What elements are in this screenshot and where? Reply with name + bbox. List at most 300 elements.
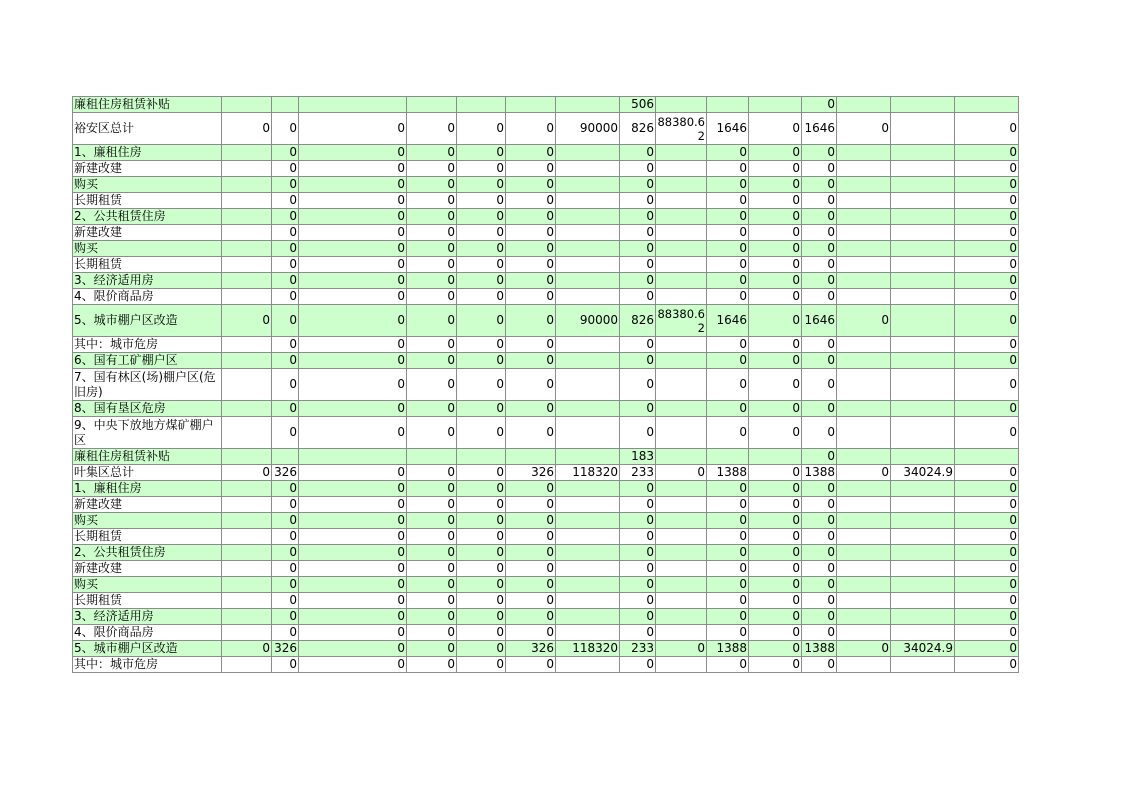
table-cell[interactable]: 0 xyxy=(749,513,802,529)
table-cell[interactable]: 0 xyxy=(707,241,749,257)
table-cell[interactable]: 0 xyxy=(272,193,299,209)
table-cell[interactable]: 0 xyxy=(749,417,802,449)
table-cell[interactable] xyxy=(837,209,891,225)
table-cell[interactable] xyxy=(656,241,707,257)
table-cell[interactable] xyxy=(222,337,272,353)
table-cell[interactable]: 0 xyxy=(299,145,407,161)
table-cell[interactable]: 0 xyxy=(802,257,837,273)
table-cell[interactable]: 0 xyxy=(506,609,556,625)
row-label-cell[interactable]: 4、限价商品房 xyxy=(73,625,222,641)
table-cell[interactable]: 0 xyxy=(506,497,556,513)
table-cell[interactable] xyxy=(556,273,620,289)
table-cell[interactable] xyxy=(656,161,707,177)
table-cell[interactable]: 0 xyxy=(802,657,837,673)
table-cell[interactable]: 0 xyxy=(506,353,556,369)
row-label-cell[interactable]: 购买 xyxy=(73,177,222,193)
table-cell[interactable]: 0 xyxy=(802,561,837,577)
table-cell[interactable] xyxy=(749,97,802,113)
table-cell[interactable] xyxy=(891,241,955,257)
table-cell[interactable] xyxy=(656,593,707,609)
table-cell[interactable]: 0 xyxy=(506,593,556,609)
table-cell[interactable]: 0 xyxy=(506,305,556,337)
table-cell[interactable]: 0 xyxy=(299,161,407,177)
table-cell[interactable] xyxy=(556,241,620,257)
table-cell[interactable] xyxy=(556,145,620,161)
table-cell[interactable]: 0 xyxy=(506,529,556,545)
table-cell[interactable]: 0 xyxy=(955,593,1019,609)
table-cell[interactable] xyxy=(222,497,272,513)
table-cell[interactable] xyxy=(222,161,272,177)
table-cell[interactable]: 0 xyxy=(620,353,656,369)
table-cell[interactable]: 34024.9 xyxy=(891,465,955,481)
table-cell[interactable]: 0 xyxy=(272,257,299,273)
row-label-cell[interactable]: 长期租赁 xyxy=(73,257,222,273)
table-cell[interactable] xyxy=(891,113,955,145)
table-cell[interactable]: 0 xyxy=(457,353,506,369)
row-label-cell[interactable]: 1、廉租住房 xyxy=(73,145,222,161)
table-cell[interactable] xyxy=(556,177,620,193)
table-cell[interactable]: 0 xyxy=(457,609,506,625)
table-cell[interactable] xyxy=(656,417,707,449)
table-cell[interactable]: 0 xyxy=(272,417,299,449)
table-cell[interactable] xyxy=(407,97,457,113)
table-cell[interactable] xyxy=(556,369,620,401)
table-cell[interactable]: 0 xyxy=(802,209,837,225)
table-cell[interactable]: 0 xyxy=(955,353,1019,369)
table-cell[interactable] xyxy=(837,193,891,209)
table-cell[interactable]: 0 xyxy=(457,273,506,289)
table-cell[interactable]: 0 xyxy=(802,529,837,545)
table-cell[interactable]: 0 xyxy=(407,545,457,561)
table-cell[interactable] xyxy=(837,545,891,561)
table-cell[interactable]: 0 xyxy=(506,225,556,241)
table-cell[interactable]: 0 xyxy=(707,481,749,497)
table-cell[interactable] xyxy=(556,657,620,673)
table-cell[interactable] xyxy=(222,225,272,241)
table-cell[interactable]: 0 xyxy=(749,465,802,481)
table-cell[interactable] xyxy=(891,289,955,305)
row-label-cell[interactable]: 3、经济适用房 xyxy=(73,609,222,625)
table-cell[interactable] xyxy=(837,145,891,161)
table-cell[interactable]: 0 xyxy=(299,577,407,593)
table-cell[interactable]: 0 xyxy=(620,273,656,289)
table-cell[interactable]: 0 xyxy=(457,337,506,353)
table-cell[interactable]: 0 xyxy=(749,353,802,369)
row-label-cell[interactable]: 新建改建 xyxy=(73,225,222,241)
table-cell[interactable]: 0 xyxy=(749,545,802,561)
table-cell[interactable]: 0 xyxy=(299,513,407,529)
table-cell[interactable] xyxy=(556,225,620,241)
table-cell[interactable]: 0 xyxy=(407,529,457,545)
table-cell[interactable]: 0 xyxy=(222,305,272,337)
table-cell[interactable]: 0 xyxy=(802,289,837,305)
table-cell[interactable]: 0 xyxy=(749,241,802,257)
table-cell[interactable]: 0 xyxy=(620,657,656,673)
table-cell[interactable]: 118320 xyxy=(556,641,620,657)
row-label-cell[interactable]: 购买 xyxy=(73,577,222,593)
row-label-cell[interactable]: 购买 xyxy=(73,513,222,529)
row-label-cell[interactable]: 5、城市棚户区改造 xyxy=(73,641,222,657)
table-cell[interactable]: 0 xyxy=(707,593,749,609)
table-cell[interactable]: 0 xyxy=(407,225,457,241)
table-cell[interactable]: 0 xyxy=(620,401,656,417)
table-cell[interactable]: 0 xyxy=(707,337,749,353)
table-cell[interactable] xyxy=(891,449,955,465)
table-cell[interactable]: 0 xyxy=(407,305,457,337)
table-cell[interactable]: 0 xyxy=(506,177,556,193)
table-cell[interactable]: 0 xyxy=(506,417,556,449)
table-cell[interactable] xyxy=(556,497,620,513)
table-cell[interactable] xyxy=(556,449,620,465)
table-cell[interactable]: 0 xyxy=(620,225,656,241)
table-cell[interactable]: 0 xyxy=(457,641,506,657)
table-cell[interactable]: 0 xyxy=(707,609,749,625)
table-cell[interactable] xyxy=(891,209,955,225)
table-cell[interactable] xyxy=(556,625,620,641)
table-cell[interactable]: 0 xyxy=(222,641,272,657)
table-cell[interactable]: 0 xyxy=(457,481,506,497)
table-cell[interactable]: 0 xyxy=(749,369,802,401)
table-cell[interactable]: 1388 xyxy=(707,641,749,657)
table-cell[interactable] xyxy=(891,577,955,593)
table-cell[interactable]: 0 xyxy=(955,369,1019,401)
table-cell[interactable]: 0 xyxy=(749,257,802,273)
table-cell[interactable] xyxy=(656,449,707,465)
table-cell[interactable]: 0 xyxy=(707,401,749,417)
table-cell[interactable]: 0 xyxy=(620,209,656,225)
table-cell[interactable]: 0 xyxy=(299,529,407,545)
table-cell[interactable]: 0 xyxy=(955,401,1019,417)
table-cell[interactable]: 0 xyxy=(802,241,837,257)
table-cell[interactable] xyxy=(222,369,272,401)
table-cell[interactable]: 0 xyxy=(272,529,299,545)
table-cell[interactable]: 0 xyxy=(407,145,457,161)
table-cell[interactable] xyxy=(272,449,299,465)
table-cell[interactable]: 0 xyxy=(506,161,556,177)
table-cell[interactable]: 0 xyxy=(620,145,656,161)
table-cell[interactable]: 0 xyxy=(955,545,1019,561)
table-cell[interactable]: 0 xyxy=(272,273,299,289)
table-cell[interactable]: 0 xyxy=(299,353,407,369)
table-cell[interactable]: 0 xyxy=(620,257,656,273)
table-cell[interactable]: 0 xyxy=(457,465,506,481)
table-cell[interactable] xyxy=(891,145,955,161)
table-cell[interactable] xyxy=(891,497,955,513)
table-cell[interactable]: 0 xyxy=(506,257,556,273)
table-cell[interactable]: 0 xyxy=(299,497,407,513)
table-cell[interactable]: 0 xyxy=(299,305,407,337)
table-cell[interactable]: 0 xyxy=(222,113,272,145)
table-cell[interactable]: 0 xyxy=(407,481,457,497)
table-cell[interactable] xyxy=(656,625,707,641)
table-cell[interactable]: 0 xyxy=(707,657,749,673)
table-cell[interactable]: 0 xyxy=(620,561,656,577)
table-cell[interactable]: 0 xyxy=(457,625,506,641)
table-cell[interactable]: 1646 xyxy=(707,113,749,145)
table-cell[interactable]: 0 xyxy=(955,289,1019,305)
table-cell[interactable]: 0 xyxy=(955,625,1019,641)
table-cell[interactable] xyxy=(837,609,891,625)
table-cell[interactable]: 0 xyxy=(407,401,457,417)
table-cell[interactable]: 0 xyxy=(506,625,556,641)
table-cell[interactable] xyxy=(891,369,955,401)
table-cell[interactable]: 826 xyxy=(620,305,656,337)
table-cell[interactable]: 0 xyxy=(837,113,891,145)
table-cell[interactable]: 0 xyxy=(457,225,506,241)
table-cell[interactable]: 0 xyxy=(272,577,299,593)
table-cell[interactable]: 0 xyxy=(457,417,506,449)
table-cell[interactable] xyxy=(222,625,272,641)
table-cell[interactable] xyxy=(556,353,620,369)
table-cell[interactable] xyxy=(837,593,891,609)
table-cell[interactable]: 0 xyxy=(749,161,802,177)
table-cell[interactable]: 0 xyxy=(620,625,656,641)
table-cell[interactable]: 0 xyxy=(457,545,506,561)
table-cell[interactable]: 0 xyxy=(299,417,407,449)
table-cell[interactable] xyxy=(749,449,802,465)
table-cell[interactable] xyxy=(656,657,707,673)
table-cell[interactable]: 0 xyxy=(802,145,837,161)
table-cell[interactable]: 0 xyxy=(749,497,802,513)
table-cell[interactable]: 0 xyxy=(707,289,749,305)
table-cell[interactable]: 0 xyxy=(506,273,556,289)
table-cell[interactable]: 0 xyxy=(272,209,299,225)
table-cell[interactable]: 0 xyxy=(407,209,457,225)
table-cell[interactable] xyxy=(556,289,620,305)
table-cell[interactable]: 0 xyxy=(506,113,556,145)
table-cell[interactable]: 0 xyxy=(407,177,457,193)
table-cell[interactable] xyxy=(222,353,272,369)
table-cell[interactable] xyxy=(556,593,620,609)
table-cell[interactable]: 0 xyxy=(707,497,749,513)
table-cell[interactable]: 0 xyxy=(707,417,749,449)
table-cell[interactable] xyxy=(556,337,620,353)
table-cell[interactable]: 0 xyxy=(407,609,457,625)
table-cell[interactable]: 0 xyxy=(506,337,556,353)
table-cell[interactable] xyxy=(222,417,272,449)
table-cell[interactable]: 0 xyxy=(506,369,556,401)
table-cell[interactable] xyxy=(837,481,891,497)
table-cell[interactable] xyxy=(556,561,620,577)
table-cell[interactable] xyxy=(556,97,620,113)
table-cell[interactable]: 0 xyxy=(749,529,802,545)
table-cell[interactable]: 0 xyxy=(749,193,802,209)
table-cell[interactable]: 0 xyxy=(506,401,556,417)
table-cell[interactable]: 0 xyxy=(299,625,407,641)
table-cell[interactable]: 0 xyxy=(457,289,506,305)
table-cell[interactable]: 0 xyxy=(955,305,1019,337)
table-cell[interactable]: 0 xyxy=(407,561,457,577)
table-cell[interactable] xyxy=(891,481,955,497)
row-label-cell[interactable]: 3、经济适用房 xyxy=(73,273,222,289)
table-cell[interactable] xyxy=(556,401,620,417)
table-cell[interactable]: 0 xyxy=(299,369,407,401)
table-cell[interactable] xyxy=(556,577,620,593)
table-cell[interactable]: 0 xyxy=(407,193,457,209)
table-cell[interactable]: 0 xyxy=(272,657,299,673)
table-cell[interactable]: 0 xyxy=(955,609,1019,625)
table-cell[interactable] xyxy=(837,257,891,273)
table-cell[interactable]: 0 xyxy=(407,353,457,369)
table-cell[interactable]: 0 xyxy=(407,369,457,401)
table-cell[interactable]: 0 xyxy=(656,641,707,657)
table-cell[interactable]: 0 xyxy=(955,465,1019,481)
table-cell[interactable] xyxy=(656,177,707,193)
table-cell[interactable]: 183 xyxy=(620,449,656,465)
table-cell[interactable]: 34024.9 xyxy=(891,641,955,657)
table-cell[interactable] xyxy=(656,289,707,305)
table-cell[interactable]: 0 xyxy=(620,497,656,513)
table-cell[interactable] xyxy=(656,561,707,577)
table-cell[interactable]: 0 xyxy=(707,625,749,641)
table-cell[interactable]: 0 xyxy=(222,465,272,481)
table-cell[interactable] xyxy=(707,97,749,113)
row-label-cell[interactable]: 7、国有林区(场)棚户区(危旧房) xyxy=(73,369,222,401)
table-cell[interactable]: 0 xyxy=(457,305,506,337)
table-cell[interactable]: 0 xyxy=(272,177,299,193)
table-cell[interactable]: 0 xyxy=(299,273,407,289)
table-cell[interactable]: 0 xyxy=(620,241,656,257)
table-cell[interactable]: 0 xyxy=(620,161,656,177)
table-cell[interactable]: 0 xyxy=(457,577,506,593)
table-cell[interactable]: 0 xyxy=(749,577,802,593)
table-cell[interactable] xyxy=(837,497,891,513)
table-cell[interactable] xyxy=(222,513,272,529)
table-cell[interactable]: 506 xyxy=(620,97,656,113)
table-cell[interactable]: 0 xyxy=(620,177,656,193)
row-label-cell[interactable]: 裕安区总计 xyxy=(73,113,222,145)
table-cell[interactable]: 0 xyxy=(457,401,506,417)
table-cell[interactable]: 0 xyxy=(707,145,749,161)
table-cell[interactable]: 0 xyxy=(407,273,457,289)
table-cell[interactable]: 0 xyxy=(955,529,1019,545)
table-cell[interactable]: 0 xyxy=(955,577,1019,593)
table-cell[interactable] xyxy=(837,561,891,577)
table-cell[interactable]: 0 xyxy=(707,273,749,289)
table-cell[interactable]: 0 xyxy=(802,273,837,289)
table-cell[interactable]: 0 xyxy=(299,657,407,673)
table-cell[interactable]: 0 xyxy=(299,177,407,193)
table-cell[interactable]: 0 xyxy=(457,657,506,673)
table-cell[interactable]: 0 xyxy=(272,481,299,497)
table-cell[interactable]: 0 xyxy=(407,497,457,513)
row-label-cell[interactable]: 长期租赁 xyxy=(73,593,222,609)
table-cell[interactable] xyxy=(891,177,955,193)
table-cell[interactable]: 0 xyxy=(299,561,407,577)
table-cell[interactable]: 0 xyxy=(802,97,837,113)
row-label-cell[interactable]: 长期租赁 xyxy=(73,529,222,545)
table-cell[interactable]: 0 xyxy=(707,177,749,193)
table-cell[interactable]: 326 xyxy=(506,641,556,657)
table-cell[interactable]: 0 xyxy=(620,417,656,449)
table-cell[interactable] xyxy=(837,513,891,529)
table-cell[interactable]: 0 xyxy=(707,529,749,545)
table-cell[interactable]: 0 xyxy=(272,513,299,529)
table-cell[interactable]: 0 xyxy=(620,577,656,593)
table-cell[interactable] xyxy=(222,273,272,289)
row-label-cell[interactable]: 长期租赁 xyxy=(73,193,222,209)
table-cell[interactable] xyxy=(891,545,955,561)
table-cell[interactable]: 0 xyxy=(407,417,457,449)
table-cell[interactable]: 1646 xyxy=(802,305,837,337)
table-cell[interactable]: 0 xyxy=(272,625,299,641)
table-cell[interactable] xyxy=(891,305,955,337)
table-cell[interactable]: 0 xyxy=(955,657,1019,673)
table-cell[interactable]: 0 xyxy=(272,593,299,609)
table-cell[interactable]: 0 xyxy=(457,369,506,401)
table-cell[interactable]: 0 xyxy=(749,177,802,193)
table-cell[interactable]: 0 xyxy=(299,401,407,417)
row-label-cell[interactable]: 购买 xyxy=(73,241,222,257)
row-label-cell[interactable]: 5、城市棚户区改造 xyxy=(73,305,222,337)
table-cell[interactable]: 0 xyxy=(749,305,802,337)
table-cell[interactable]: 0 xyxy=(407,657,457,673)
table-cell[interactable]: 0 xyxy=(299,209,407,225)
table-cell[interactable]: 0 xyxy=(272,497,299,513)
table-cell[interactable] xyxy=(556,257,620,273)
table-cell[interactable] xyxy=(222,657,272,673)
table-cell[interactable]: 0 xyxy=(955,193,1019,209)
row-label-cell[interactable]: 6、国有工矿棚户区 xyxy=(73,353,222,369)
table-cell[interactable]: 0 xyxy=(272,305,299,337)
table-cell[interactable] xyxy=(222,289,272,305)
table-cell[interactable]: 0 xyxy=(802,193,837,209)
table-cell[interactable]: 0 xyxy=(299,641,407,657)
table-cell[interactable]: 0 xyxy=(837,465,891,481)
table-cell[interactable]: 0 xyxy=(620,481,656,497)
table-cell[interactable] xyxy=(222,193,272,209)
table-cell[interactable] xyxy=(656,401,707,417)
table-cell[interactable] xyxy=(556,529,620,545)
table-cell[interactable] xyxy=(272,97,299,113)
table-cell[interactable]: 0 xyxy=(802,625,837,641)
row-label-cell[interactable]: 叶集区总计 xyxy=(73,465,222,481)
table-cell[interactable]: 0 xyxy=(707,545,749,561)
table-cell[interactable] xyxy=(891,401,955,417)
table-cell[interactable] xyxy=(891,337,955,353)
table-cell[interactable]: 0 xyxy=(707,369,749,401)
table-cell[interactable]: 0 xyxy=(506,193,556,209)
table-cell[interactable]: 0 xyxy=(707,225,749,241)
table-cell[interactable]: 0 xyxy=(837,641,891,657)
table-cell[interactable]: 0 xyxy=(457,561,506,577)
table-cell[interactable]: 0 xyxy=(837,305,891,337)
table-cell[interactable] xyxy=(656,353,707,369)
table-cell[interactable]: 0 xyxy=(620,289,656,305)
table-cell[interactable] xyxy=(837,97,891,113)
table-cell[interactable] xyxy=(891,225,955,241)
table-cell[interactable]: 0 xyxy=(272,241,299,257)
table-cell[interactable]: 0 xyxy=(802,177,837,193)
table-cell[interactable]: 0 xyxy=(457,513,506,529)
table-cell[interactable]: 0 xyxy=(272,337,299,353)
table-cell[interactable]: 0 xyxy=(802,161,837,177)
table-cell[interactable] xyxy=(656,145,707,161)
table-cell[interactable] xyxy=(891,161,955,177)
row-label-cell[interactable]: 新建改建 xyxy=(73,161,222,177)
table-cell[interactable]: 0 xyxy=(802,609,837,625)
table-cell[interactable] xyxy=(656,273,707,289)
table-cell[interactable]: 0 xyxy=(299,241,407,257)
table-cell[interactable] xyxy=(506,97,556,113)
table-cell[interactable] xyxy=(837,289,891,305)
table-cell[interactable] xyxy=(656,481,707,497)
table-cell[interactable]: 0 xyxy=(457,177,506,193)
table-cell[interactable]: 0 xyxy=(802,369,837,401)
table-cell[interactable] xyxy=(656,369,707,401)
table-cell[interactable]: 0 xyxy=(272,561,299,577)
table-cell[interactable]: 118320 xyxy=(556,465,620,481)
